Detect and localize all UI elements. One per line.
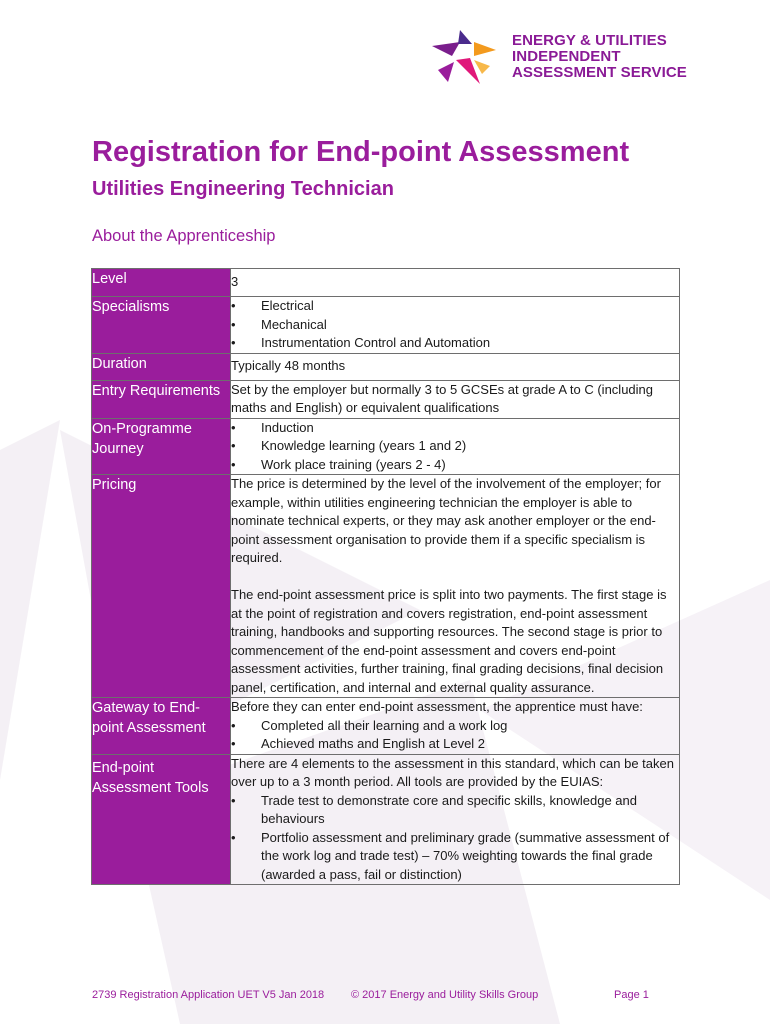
list-item: • Mechanical: [231, 316, 679, 335]
gateway-intro: Before they can enter end-point assessment, the apprentice must have:: [231, 699, 643, 714]
row-assessment-tools: [92, 754, 680, 885]
pricing-value: [231, 475, 680, 698]
list-item: • Induction: [231, 419, 679, 438]
specialisms-value: [231, 297, 680, 354]
apprenticeship-info-table: [91, 268, 680, 885]
tools-label: End-point Assessment Tools: [92, 754, 231, 885]
row-level: [92, 269, 680, 297]
list-item: • Work place training (years 2 - 4): [231, 456, 679, 475]
section-heading: About the Apprenticeship: [92, 227, 276, 245]
row-specialisms: [92, 297, 680, 354]
row-duration: [92, 353, 680, 380]
duration-label: Duration: [92, 353, 231, 380]
logo-line-2: INDEPENDENT: [512, 48, 621, 65]
journey-value: [231, 418, 680, 475]
list-item: • Trade test to demonstrate core and specific skills, knowledge and behaviours: [231, 792, 679, 829]
pricing-paragraph-1: The price is determined by the level of the involvement of the employer; for example, within utilities engineering technician the employer is able to nominate technical experts, or they may ask another employer or the end-point assessment organisation to provide them if a specific specialism is required.: [231, 476, 661, 565]
star-logo-icon: [430, 30, 502, 86]
list-item: • Instrumentation Control and Automation: [231, 334, 679, 353]
tools-list: [231, 792, 679, 885]
gateway-label: Gateway to End-point Assessment: [92, 698, 231, 755]
logo-text: [512, 33, 687, 81]
footer-document-ref: 2739 Registration Application UET V5 Jan 2018: [92, 989, 325, 1001]
specialisms-list: [231, 297, 679, 353]
row-pricing: [92, 475, 680, 698]
level-label: Level: [92, 269, 231, 297]
footer-page-number: Page 1: [614, 989, 649, 1001]
list-item: • Portfolio assessment and preliminary grade (summative assessment of the work log and trade test) – 70% weighting towards the final grade (awarded a pass, fail or distinction): [231, 829, 679, 885]
gateway-list: [231, 717, 679, 754]
level-value: 3: [231, 269, 680, 297]
list-item: • Knowledge learning (years 1 and 2): [231, 437, 679, 456]
list-item: • Achieved maths and English at Level 2: [231, 735, 679, 754]
pricing-paragraph-2: The end-point assessment price is split into two payments. The first stage is at the point of registration and covers registration, end-point assessment training, handbooks and supporting resources. The second stage is prior to commencement of the end-point assessment and covers end-point assessment activities, further training, final grading decisions, final decision panel, certification, and internal and external quality assurance.: [231, 587, 667, 695]
page-subtitle: Utilities Engineering Technician: [92, 178, 394, 200]
row-on-programme-journey: [92, 418, 680, 475]
pricing-label: Pricing: [92, 475, 231, 698]
entry-requirements-value: Set by the employer but normally 3 to 5 GCSEs at grade A to C (including maths and English) or equivalent qualifications: [231, 380, 680, 418]
logo-line-3: ASSESSMENT SERVICE: [512, 64, 687, 81]
entry-requirements-label: Entry Requirements: [92, 380, 231, 418]
page-footer: [0, 989, 770, 1005]
list-item: • Completed all their learning and a work log: [231, 717, 679, 736]
tools-intro: There are 4 elements to the assessment in this standard, which can be taken over up to a 3 month period. All tools are provided by the EUIAS:: [231, 755, 674, 789]
journey-list: [231, 419, 679, 475]
duration-value: Typically 48 months: [231, 353, 680, 380]
euias-logo: [430, 30, 690, 86]
footer-copyright: © 2017 Energy and Utility Skills Group: [351, 989, 539, 1001]
row-gateway: [92, 698, 680, 755]
row-entry-requirements: [92, 380, 680, 418]
journey-label: On-Programme Journey: [92, 418, 231, 475]
tools-value: [231, 754, 680, 885]
specialisms-label: Specialisms: [92, 297, 231, 354]
gateway-value: [231, 698, 680, 755]
page-title: Registration for End-point Assessment: [92, 136, 630, 168]
list-item: • Electrical: [231, 297, 679, 316]
logo-line-1: ENERGY & UTILITIES: [512, 32, 667, 49]
